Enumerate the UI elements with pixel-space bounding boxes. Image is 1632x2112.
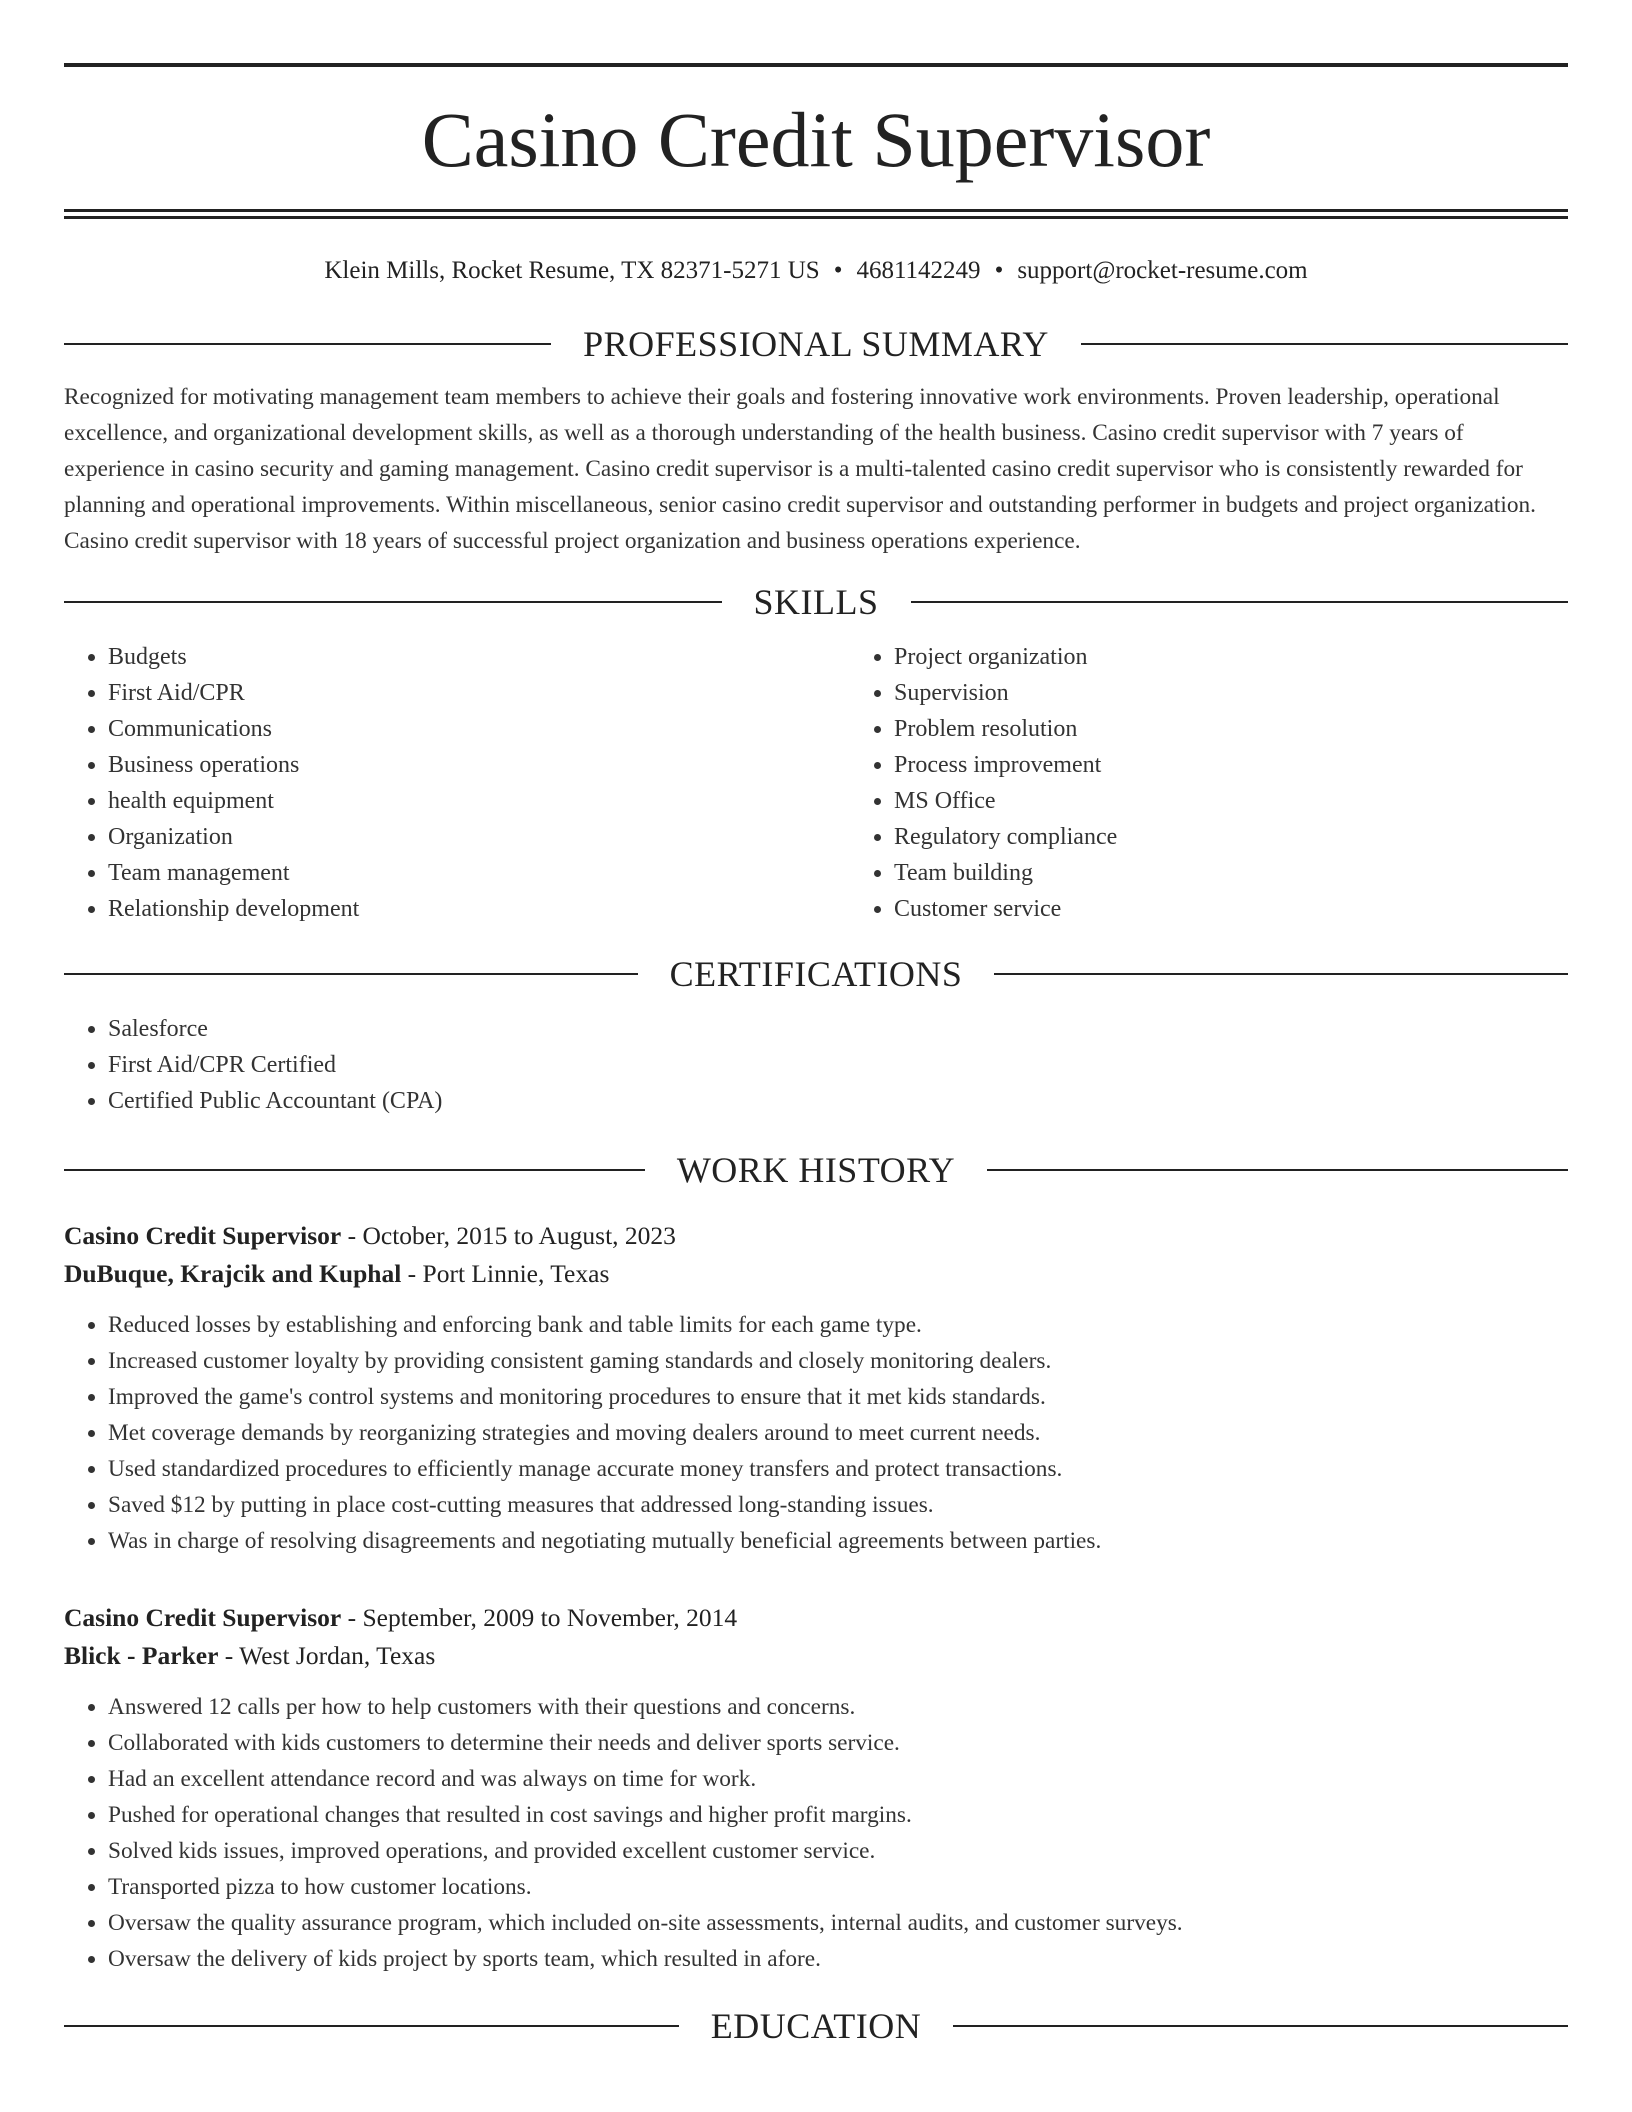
job-bullet: • Reduced losses by establishing and enforcing bank and table limits for each game type. (108, 1307, 1568, 1343)
certification-item: • Salesforce (108, 1011, 1568, 1047)
top-rule (64, 63, 1568, 67)
skill-item: • Process improvement (894, 747, 1632, 783)
work-heading-title: WORK HISTORY (676, 1150, 956, 1190)
job-title: Casino Credit Supervisor (64, 1221, 342, 1250)
heading-rule (1081, 343, 1568, 345)
job-bullet: • Increased customer loyalty by providing consistent gaming standards and closely monitoring dealers. (108, 1343, 1568, 1379)
work-heading (64, 1147, 1568, 1193)
job-location: - Port Linnie, Texas (401, 1259, 610, 1288)
skills-columns (64, 625, 1568, 927)
certification-item: • First Aid/CPR Certified (108, 1047, 1568, 1083)
skill-item: • Project organization (894, 639, 1632, 675)
skill-item: • First Aid/CPR (108, 675, 850, 711)
contact-address: Klein Mills, Rocket Resume, TX 82371-5271 US (324, 257, 820, 284)
certifications-heading-title: CERTIFICATIONS (669, 954, 963, 994)
heading-rule (994, 973, 1568, 975)
skills-left-list (64, 639, 850, 927)
certifications-list (64, 1011, 1568, 1119)
summary-text: Recognized for motivating management team members to achieve their goals and fostering innovative work environments. Proven leadership, operational excellence, and organizational development skills, as well as a thorough understanding of the health business. Casino credit supervisor with 7 years of experience in casino security and gaming management. Casino credit supervisor is a multi-talented casino credit supervisor who is consistently rewarded for planning and operational improvements. Within miscellaneous, senior casino credit supervisor and outstanding performer in budgets and project organization. Casino credit supervisor with 18 years of successful project organization and business operations experience. (64, 384, 1537, 554)
job-entry (64, 1599, 1568, 1977)
contact-separator: • (833, 257, 843, 284)
heading-rule (64, 601, 722, 603)
job-dates: - September, 2009 to November, 2014 (341, 1603, 738, 1632)
job-dates: - October, 2015 to August, 2023 (341, 1221, 676, 1250)
job-bullet: • Oversaw the quality assurance program, which included on-site assessments, internal audits, and customer surveys. (108, 1905, 1568, 1941)
heading-rule (911, 601, 1569, 603)
job-bullet: • Oversaw the delivery of kids project by sports team, which resulted in afore. (108, 1941, 1568, 1977)
heading-rule (64, 343, 551, 345)
job-location: - West Jordan, Texas (218, 1641, 436, 1670)
job-bullet: • Used standardized procedures to efficiently manage accurate money transfers and protect transactions. (108, 1451, 1568, 1487)
job-bullet: • Answered 12 calls per how to help customers with their questions and concerns. (108, 1689, 1568, 1725)
job-bullet: • Was in charge of resolving disagreements and negotiating mutually beneficial agreements between parties. (108, 1523, 1568, 1559)
skill-item: • Supervision (894, 675, 1632, 711)
contact-phone: 4681142249 (856, 257, 981, 284)
heading-rule (64, 973, 638, 975)
contact-separator: • (994, 257, 1004, 284)
job-bullet: • Had an excellent attendance record and was always on time for work. (108, 1761, 1568, 1797)
job-title-line (64, 1599, 1568, 1637)
summary-heading (64, 321, 1568, 367)
resume-page (64, 0, 1568, 2049)
job-company-line (64, 1637, 1568, 1675)
certifications-heading (64, 951, 1568, 997)
job-entry (64, 1217, 1568, 1559)
skills-heading (64, 579, 1568, 625)
skill-item: • MS Office (894, 783, 1632, 819)
skill-item: • Business operations (108, 747, 850, 783)
resume-title: Casino Credit Supervisor (421, 96, 1211, 183)
job-bullet: • Met coverage demands by reorganizing strategies and moving dealers around to meet current needs. (108, 1415, 1568, 1451)
job-company: DuBuque, Krajcik and Kuphal (64, 1259, 402, 1288)
skill-item: • Budgets (108, 639, 850, 675)
heading-rule (987, 1169, 1568, 1171)
job-bullet: • Collaborated with kids customers to determine their needs and deliver sports service. (108, 1725, 1568, 1761)
job-bullet: • Solved kids issues, improved operations, and provided excellent customer service. (108, 1833, 1568, 1869)
skill-item: • Team building (894, 855, 1632, 891)
heading-rule (953, 2025, 1568, 2027)
job-title-line (64, 1217, 1568, 1255)
job-bullet: • Pushed for operational changes that resulted in cost savings and higher profit margins. (108, 1797, 1568, 1833)
job-title: Casino Credit Supervisor (64, 1603, 342, 1632)
skill-item: • Relationship development (108, 891, 850, 927)
education-heading-title: EDUCATION (710, 2006, 922, 2046)
education-heading (64, 2003, 1568, 2049)
contact-email: support@rocket-resume.com (1017, 257, 1308, 284)
skill-item: • Team management (108, 855, 850, 891)
skill-item: • health equipment (108, 783, 850, 819)
summary-heading-title: PROFESSIONAL SUMMARY (583, 324, 1049, 364)
skill-item: • Regulatory compliance (894, 819, 1632, 855)
job-company: Blick - Parker (64, 1641, 219, 1670)
job-company-line (64, 1255, 1568, 1293)
job-bullet: • Saved $12 by putting in place cost-cutting measures that addressed long-standing issues. (108, 1487, 1568, 1523)
title-double-rule (64, 209, 1568, 219)
job-bullets (64, 1307, 1568, 1559)
skill-item: • Organization (108, 819, 850, 855)
skill-item: • Problem resolution (894, 711, 1632, 747)
skills-right-list (850, 639, 1632, 927)
heading-rule (64, 2025, 679, 2027)
job-bullet: • Transported pizza to how customer locations. (108, 1869, 1568, 1905)
skills-heading-title: SKILLS (753, 582, 879, 622)
job-bullets (64, 1689, 1568, 1977)
certification-item: • Certified Public Accountant (CPA) (108, 1083, 1568, 1119)
skill-item: • Communications (108, 711, 850, 747)
job-bullet: • Improved the game's control systems and monitoring procedures to ensure that it met kids standards. (108, 1379, 1568, 1415)
contact-line (64, 255, 1568, 287)
skill-item: • Customer service (894, 891, 1632, 927)
heading-rule (64, 1169, 645, 1171)
